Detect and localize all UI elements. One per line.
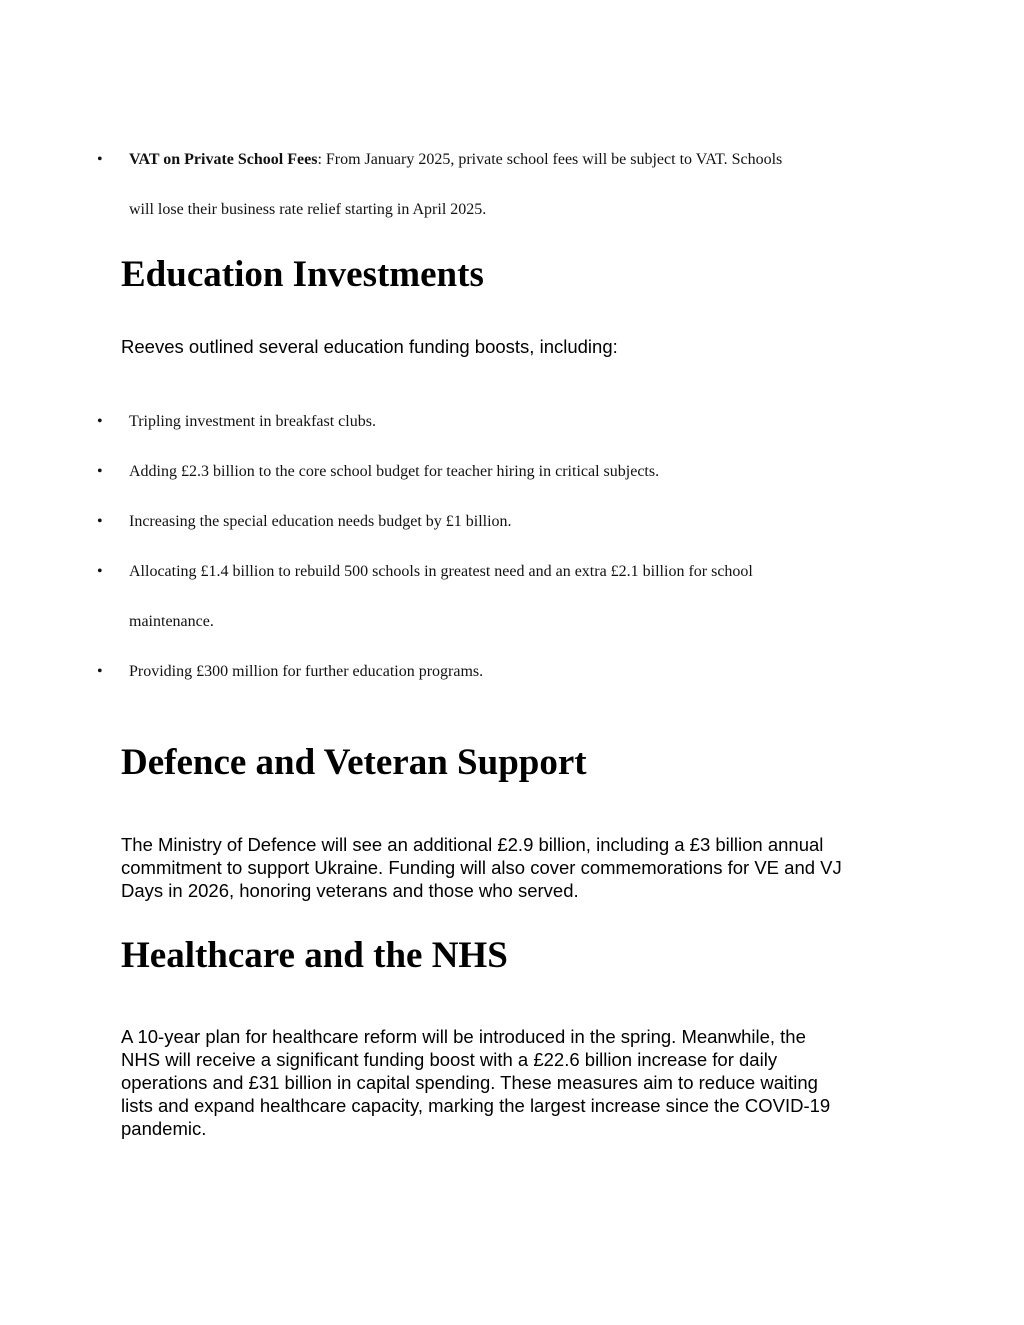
education-heading: Education Investments: [121, 254, 484, 295]
list-item-line-1: Allocating £1.4 billion to rebuild 500 schools in greatest need and an extra £2.1 billion for school: [129, 563, 753, 580]
healthcare-line-1: A 10-year plan for healthcare reform will be introduced in the spring. Meanwhile, the: [121, 1026, 806, 1047]
defence-heading: Defence and Veteran Support: [121, 742, 587, 783]
bullet-dot-icon: •: [97, 663, 103, 680]
vat-bullet-text: [129, 135, 899, 235]
defence-paragraph: [121, 833, 911, 902]
vat-bullet-line-1-text: : From January 2025, private school fees will be subject to VAT. Schools: [317, 151, 783, 168]
list-item-line-2: maintenance.: [129, 613, 214, 630]
list-item-text: Adding £2.3 billion to the core school budget for teacher hiring in critical subjects.: [129, 463, 660, 480]
list-item-text: Increasing the special education needs budget by £1 billion.: [129, 513, 512, 530]
bullet-dot-icon: •: [97, 151, 103, 168]
healthcare-line-4: lists and expand healthcare capacity, marking the largest increase since the COVID-19: [121, 1095, 831, 1116]
vat-bullet-label: VAT on Private School Fees: [129, 151, 318, 168]
healthcare-paragraph: [121, 1025, 911, 1140]
list-item-text: [129, 547, 899, 647]
healthcare-line-3: operations and £31 billion in capital spending. These measures aim to reduce waiting: [121, 1072, 818, 1093]
defence-line-3: Days in 2026, honoring veterans and those who served.: [121, 880, 579, 901]
bullet-dot-icon: •: [97, 563, 103, 580]
list-item-text: Tripling investment in breakfast clubs.: [129, 413, 376, 430]
list-item-text: Providing £300 million for further education programs.: [129, 663, 484, 680]
education-intro: Reeves outlined several education funding boosts, including:: [121, 336, 618, 357]
vat-bullet-line-2: will lose their business rate relief starting in April 2025.: [129, 201, 487, 218]
healthcare-line-5: pandemic.: [121, 1118, 207, 1139]
bullet-dot-icon: •: [97, 463, 103, 480]
defence-line-1: The Ministry of Defence will see an additional £2.9 billion, including a £3 billion annual: [121, 834, 824, 855]
bullet-dot-icon: •: [97, 513, 103, 530]
healthcare-line-2: NHS will receive a significant funding boost with a £22.6 billion increase for daily: [121, 1049, 778, 1070]
vat-bullet-line-1: [129, 135, 899, 185]
healthcare-heading: Healthcare and the NHS: [121, 935, 508, 976]
bullet-dot-icon: •: [97, 413, 103, 430]
defence-line-2: commitment to support Ukraine. Funding will also cover commemorations for VE and VJ: [121, 857, 842, 878]
